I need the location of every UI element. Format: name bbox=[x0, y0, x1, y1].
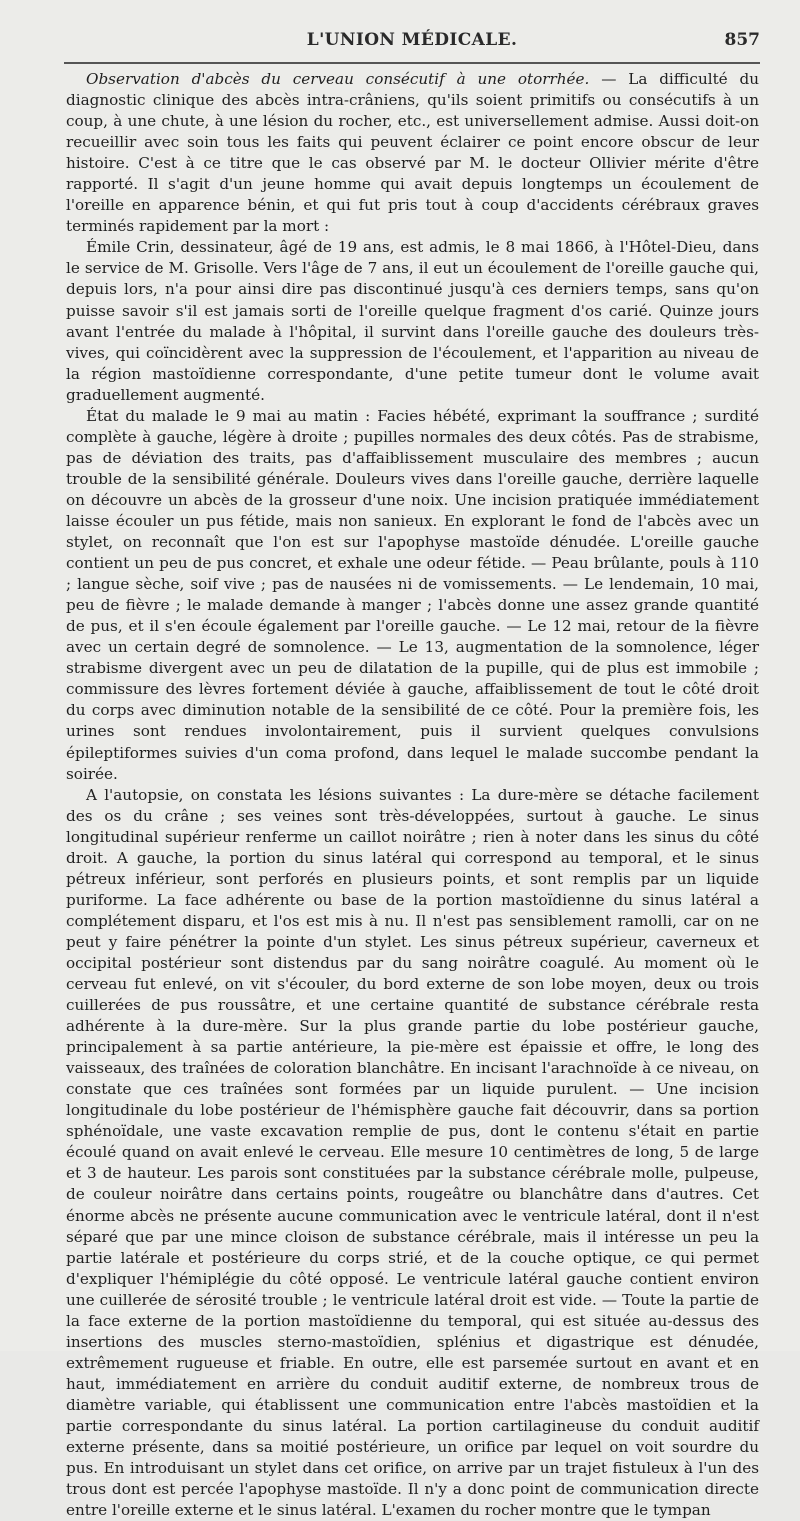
intro-text: — La difficulté du diagnostic clinique des abcès intra-crâniens, qu'ils soient primitifs ou consécutifs à un coup, à une chute, à une lésion du rocher, etc., est universellement admise. Aussi doit-on recueillir avec soin tous les faits qui peuvent éclairer ce point encore obscur de leur histoire. C'est à ce titre que le cas observé par M. le docteur Ollivier mérite d'être rapporté. Il s'agit d'un jeune homme qui avait depuis longtemps un écoulement de l'oreille en apparence bénin, et qui fut pris tout à coup d'accidents cérébraux graves terminés rapidement par la mort : bbox=[66, 70, 760, 236]
header-rule bbox=[64, 62, 760, 64]
article-body bbox=[66, 69, 759, 1521]
case-history-paragraph: Émile Crin, dessinateur, âgé de 19 ans, est admis, le 8 mai 1866, à l'Hôtel-Dieu, dans le service de M. Grisolle. Vers l'âge de 7 ans, il eut un écoulement de l'oreille gauche qui, depuis lors, n'a pour ainsi dire pas discontinué jusqu'à ces derniers temps, sans qu'on puisse savoir s'il est jamais sorti de l'oreille quelque fragment d'os carié. Quinze jours avant l'entrée du malade à l'hôpital, il survint dans l'oreille gauche des douleurs très-vives, qui coïncidèrent avec la suppression de l'écoulement, et l'apparition au niveau de la région mastoïdienne correspondante, d'une petite tumeur dont le volume avait graduellement augmenté. bbox=[66, 238, 759, 404]
autopsy-paragraph: A l'autopsie, on constata les lésions suivantes : La dure-mère se détache facilement des os du crâne ; ses veines sont très-développées, surtout à gauche. Le sinus longitudinal supérieur renferme un caillot noirâtre ; rien à noter dans les sinus du côté droit. A gauche, la portion du sinus latéral qui correspond au temporal, et le sinus pétreux inférieur, sont perforés en plusieurs points, et sont remplis par un liquide puriforme. La face adhérente ou base de la portion mastoïdienne du sinus latéral a complétement disparu, et l'os est mis à nu. Il n'est pas sensiblement ramolli, car on ne peut y faire pénétrer la pointe d'un stylet. Les sinus pétreux supérieur, caverneux et occipital postérieur sont distendus par du sang noirâtre coagulé. Au moment où le cerveau fut enlevé, on vit s'écouler, du bord externe de son lobe moyen, deux ou trois cuillerées de pus roussâtre, et une certaine quantité de substance cérébrale resta adhérente à la dure-mère. Sur la plus grande partie du lobe postérieur gauche, principalement à sa partie antérieure, la pie-mère est épaissie et offre, le long des vaisseaux, des traînées de coloration blanchâtre. En incisant l'arachnoïde à ce niveau, on constate que ces traînées sont formées par un liquide purulent. — Une incision longitudinale du lobe postérieur de l'hémisphère gauche fait découvrir, dans sa portion sphénoïdale, une vaste excavation remplie de pus, dont le contenu s'était en partie écoulé quand on avait enlevé le cerveau. Elle mesure 10 centimètres de long, 5 de large et 3 de hauteur. Les parois sont constituées par la substance cérébrale molle, pulpeuse, de couleur noirâtre dans certains points, rougeâtre ou blanchâtre dans d'autres. Cet énorme abcès ne présente aucune communication avec le ventricule latéral, dont il n'est séparé que par une mince cloison de substance cérébrale, mais il intéresse un peu la partie latérale et postérieure du corps strié, et de la couche optique, ce qui permet d'expliquer l'hémiplégie du côté opposé. Le ventricule latéral gauche contient environ une cuillerée de sérosité trouble ; le ventricule latéral droit est vide. — Toute la partie de la face externe de la portion mastoïdienne du temporal, qui est située au-dessus des insertions des muscles sterno-mastoïdien, splénius et digastrique est dénudée, extrêmement rugueuse et friable. En outre, elle est parsemée surtout en avant et en haut, immédiatement en arrière du conduit auditif externe, de nombreux trous de diamètre variable, qui établissent une communication entre l'abcès mastoïdien et la partie correspondante du sinus latéral. La portion cartilagineuse du conduit auditif externe présente, dans sa moitié postérieure, un orifice par lequel on voit sourdre du pus. En introduisant un stylet dans cet orifice, on arrive par un trajet fistuleux à l'un des trous dont est percée l'apophyse mastoïde. Il n'y a donc point de communication directe entre l'oreille externe et le sinus latéral. L'examen du rocher montre que le tympan bbox=[66, 785, 759, 1520]
running-head bbox=[64, 30, 760, 54]
clinical-state-paragraph: État du malade le 9 mai au matin : Facies hébété, exprimant la souffrance ; surdité complète à gauche, légère à droite ; pupilles normales des deux côtés. Pas de strabisme, pas de déviation des traits, pas d'affaiblissement musculaire des membres ; aucun trouble de la sensibilité générale. Douleurs vives dans l'oreille gauche, derrière laquelle on découvre un abcès de la grosseur d'une noix. Une incision pratiquée immédiatement laisse écouler un pus fétide, mais non sanieux. En explorant le fond de l'abcès avec un stylet, on reconnaît que l'on est sur l'apophyse mastoïde dénudée. L'oreille gauche contient un peu de pus concret, et exhale une odeur fétide. — Peau brûlante, pouls à 110 ; langue sèche, soif vive ; pas de nausées ni de vomissements. — Le lendemain, 10 mai, peu de fièvre ; le malade demande à manger ; l'abcès donne une assez grande quantité de pus, et il s'en écoule également par l'oreille gauche. — Le 12 mai, retour de la fièvre avec un certain degré de somnolence. — Le 13, augmentation de la somnolence, léger strabisme divergent avec un peu de dilatation de la pupille, qui de plus est immobile ; commissure des lèvres fortement déviée à gauche, affaiblissement de tout le côté droit du corps avec diminution notable de la sensibilité de ce côté. Pour la première fois, les urines sont rendues involontairement, puis il survient quelques convulsions épileptiformes suivies d'un coma profond, dans lequel le malade succombe pendant la soirée. bbox=[66, 406, 759, 783]
journal-title: L'UNION MÉDICALE. bbox=[306, 30, 518, 50]
article-lead: Observation d'abcès du cerveau consécutif à une otorrhée. bbox=[86, 70, 590, 88]
intro-paragraph bbox=[66, 69, 759, 237]
page-number: 857 bbox=[724, 30, 760, 50]
